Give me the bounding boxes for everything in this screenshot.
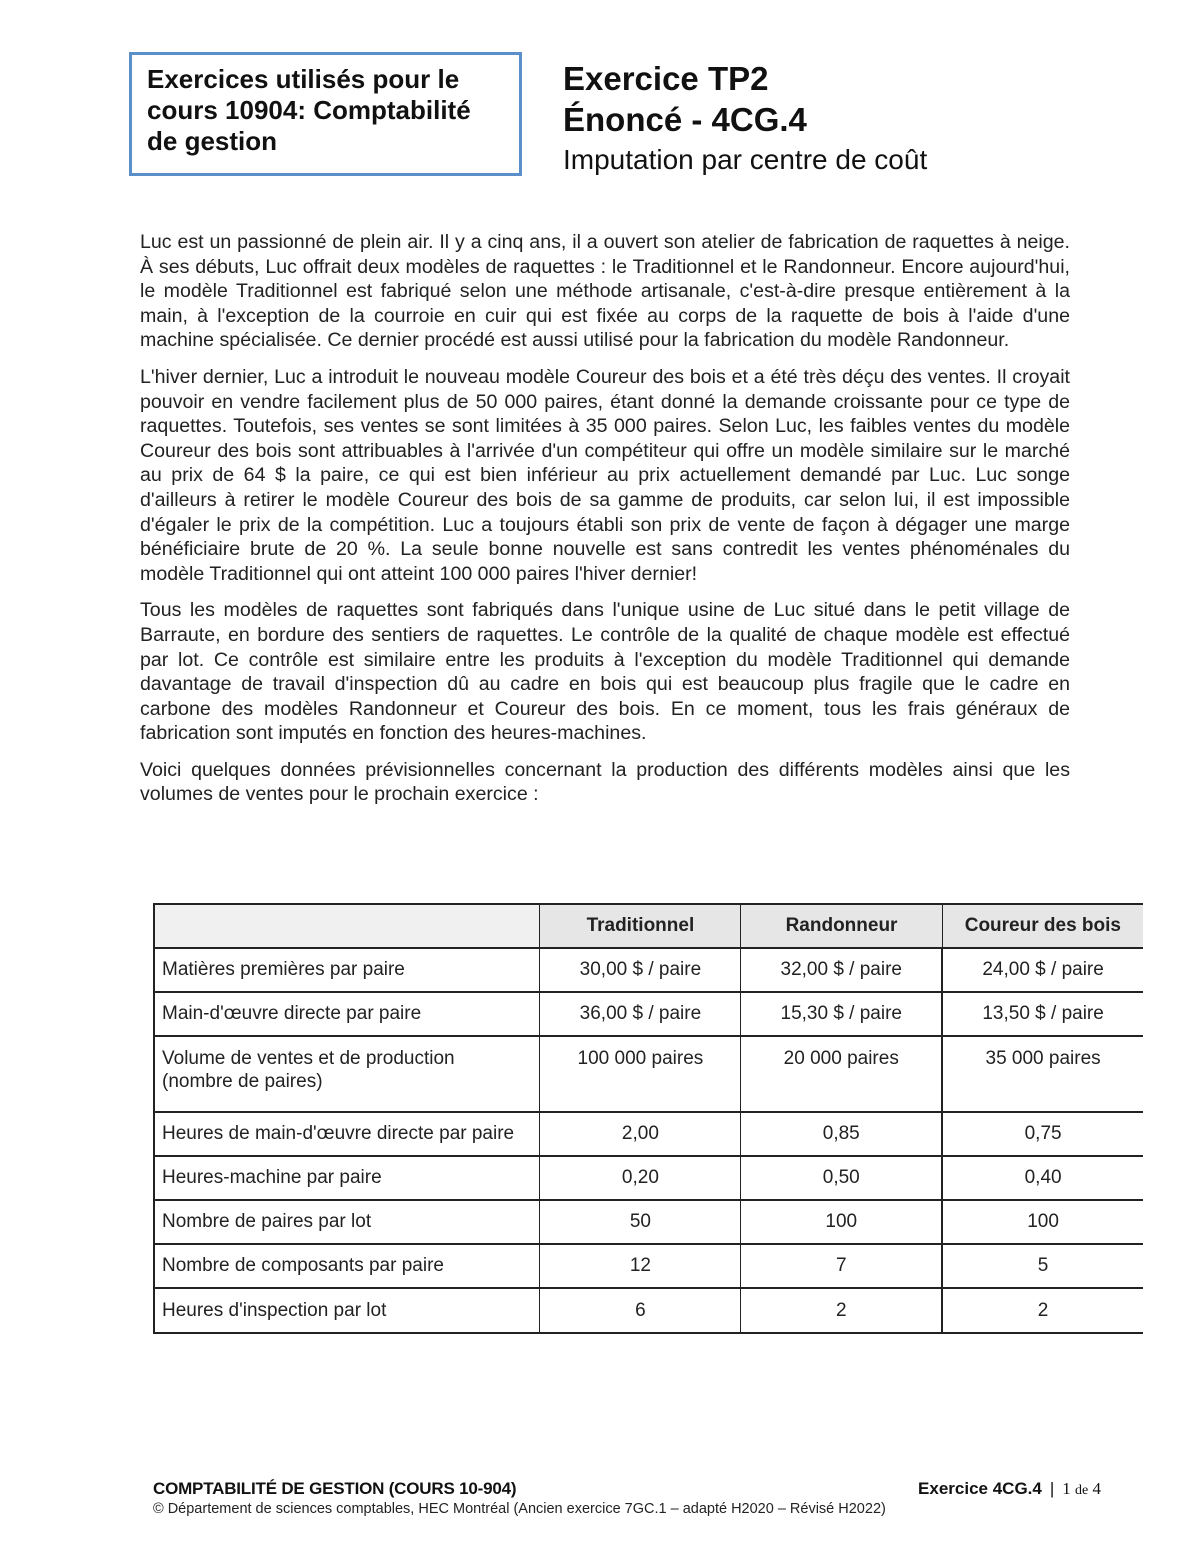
cell-value: 100 000 paires bbox=[540, 1036, 741, 1112]
exercise-title: Exercice TP2 bbox=[563, 60, 769, 97]
row-label: Heures-machine par paire bbox=[154, 1156, 540, 1200]
footer-exercise-code: Exercice 4CG.4 bbox=[918, 1479, 1042, 1498]
exercise-code-title: Énoncé - 4CG.4 bbox=[563, 101, 807, 138]
row-label bbox=[154, 1036, 540, 1112]
cell-value: 100 bbox=[942, 1200, 1143, 1244]
cell-value: 20 000 paires bbox=[741, 1036, 942, 1112]
forecast-data-table bbox=[153, 903, 1143, 1334]
cell-value: 32,00 $ / paire bbox=[741, 948, 942, 992]
cell-value: 6 bbox=[540, 1288, 741, 1333]
course-box-line: Exercices utilisés pour le bbox=[147, 64, 460, 94]
paragraph: L'hiver dernier, Luc a introduit le nouveau modèle Coureur des bois et a été très déçu des ventes. Il croyait pouvoir en vendre facilement plus de 50 000 paires, étant donné la demande croissante pour ce type de raquettes. Toutefois, ses ventes se sont limitées à 35 000 paires. Selon Luc, les faibles ventes du modèle Coureur des bois sont attribuables à l'arrivée d'un compétiteur qui offre un modèle similaire sur le marché au prix de 64 $ la paire, ce qui est bien inférieur au prix actuellement demandé par Luc. Luc songe d'ailleurs à retirer le modèle Coureur des bois de sa gamme de produits, car selon lui, il est impossible d'égaler le prix de la compétition. Luc a toujours établi son prix de vente de façon à dégager une marge bénéficiaire brute de 20 %. La seule bonne nouvelle est sans contredit les ventes phénoménales du modèle Traditionnel qui ont atteint 100 000 paires l'hiver dernier! bbox=[140, 365, 1070, 585]
table-header-row bbox=[154, 904, 1143, 948]
paragraph: Luc est un passionné de plein air. Il y a cinq ans, il a ouvert son atelier de fabrication de raquettes à neige. À ses débuts, Luc offrait deux modèles de raquettes : le Traditionnel et le Randonneur. Encore aujourd'hui, le modèle Traditionnel est fabriqué selon une méthode artisanale, c'est-à-dire presque entièrement à la main, à l'exception de la courroie en cuir qui est fixée au corps de la raquette de bois à l'aide d'une machine spécialisée. Ce dernier procédé est aussi utilisé pour la fabrication du modèle Randonneur. bbox=[140, 231, 1070, 352]
row-label: Heures d'inspection par lot bbox=[154, 1288, 540, 1333]
cell-value: 12 bbox=[540, 1244, 741, 1288]
exercise-subtitle: Imputation par centre de coût bbox=[563, 144, 928, 175]
table-row bbox=[154, 948, 1143, 992]
cell-value: 0,75 bbox=[942, 1112, 1143, 1156]
cell-value: 100 bbox=[741, 1200, 942, 1244]
table-row bbox=[154, 992, 1143, 1036]
table-corner-cell bbox=[154, 904, 540, 948]
cell-value: 13,50 $ / paire bbox=[942, 992, 1143, 1036]
cell-value: 2,00 bbox=[540, 1112, 741, 1156]
title-block bbox=[563, 58, 927, 180]
cell-value: 0,85 bbox=[741, 1112, 942, 1156]
table-row bbox=[154, 1112, 1143, 1156]
column-header-traditionnel: Traditionnel bbox=[540, 904, 741, 948]
cell-value: 7 bbox=[741, 1244, 942, 1288]
cell-value: 36,00 $ / paire bbox=[540, 992, 741, 1036]
cell-value: 0,40 bbox=[942, 1156, 1143, 1200]
cell-value: 5 bbox=[942, 1244, 1143, 1288]
cell-value: 15,30 $ / paire bbox=[741, 992, 942, 1036]
table-row bbox=[154, 1244, 1143, 1288]
cell-value: 24,00 $ / paire bbox=[942, 948, 1143, 992]
copyright-notice: © Département de sciences comptables, HEC Montréal (Ancien exercice 7GC.1 – adapté H2020 – Révisé H2022) bbox=[153, 1501, 886, 1517]
table-row bbox=[154, 1200, 1143, 1244]
table-row bbox=[154, 1288, 1143, 1333]
footer-separator: | bbox=[1049, 1479, 1055, 1498]
page-total: 4 bbox=[1092, 1479, 1101, 1498]
table-row bbox=[154, 1036, 1143, 1112]
cell-value: 35 000 paires bbox=[942, 1036, 1143, 1112]
cell-value: 30,00 $ / paire bbox=[540, 948, 741, 992]
row-label: Main-d'œuvre directe par paire bbox=[154, 992, 540, 1036]
footer-course-name: COMPTABILITÉ DE GESTION (COURS 10-904) bbox=[153, 1479, 517, 1498]
row-label-line: (nombre de paires) bbox=[162, 1071, 323, 1092]
row-label: Heures de main-d'œuvre directe par paire bbox=[154, 1112, 540, 1156]
row-label-line: Volume de ventes et de production bbox=[162, 1048, 455, 1069]
table-row bbox=[154, 1156, 1143, 1200]
page-de: de bbox=[1075, 1483, 1089, 1498]
row-label: Nombre de paires par lot bbox=[154, 1200, 540, 1244]
column-header-randonneur: Randonneur bbox=[741, 904, 942, 948]
course-box-line: de gestion bbox=[147, 126, 278, 156]
page-number bbox=[1062, 1479, 1101, 1498]
page-current: 1 bbox=[1062, 1479, 1071, 1498]
row-label: Matières premières par paire bbox=[154, 948, 540, 992]
cell-value: 0,50 bbox=[741, 1156, 942, 1200]
footer-page-info bbox=[918, 1479, 1101, 1499]
paragraph: Voici quelques données prévisionnelles concernant la production des différents modèles ainsi que les volumes de ventes pour le prochain exercice : bbox=[140, 758, 1070, 806]
cell-value: 50 bbox=[540, 1200, 741, 1244]
course-info-box bbox=[129, 52, 522, 176]
cell-value: 2 bbox=[942, 1288, 1143, 1333]
cell-value: 2 bbox=[741, 1288, 942, 1333]
statement-text bbox=[140, 230, 1070, 819]
cell-value: 0,20 bbox=[540, 1156, 741, 1200]
column-header-coureur-des-bois: Coureur des bois bbox=[942, 904, 1143, 948]
paragraph: Tous les modèles de raquettes sont fabriqués dans l'unique usine de Luc situé dans le petit village de Barraute, en bordure des sentiers de raquettes. Le contrôle de la qualité de chaque modèle est effectué par lot. Ce contrôle est similaire entre les produits à l'exception du modèle Traditionnel qui demande davantage de travail d'inspection dû au cadre en bois qui est beaucoup plus fragile que le cadre en carbone des modèles Randonneur et Coureur des bois. En ce moment, tous les frais généraux de fabrication sont imputés en fonction des heures-machines. bbox=[140, 599, 1070, 745]
row-label: Nombre de composants par paire bbox=[154, 1244, 540, 1288]
course-box-line: cours 10904: Comptabilité bbox=[147, 95, 471, 125]
